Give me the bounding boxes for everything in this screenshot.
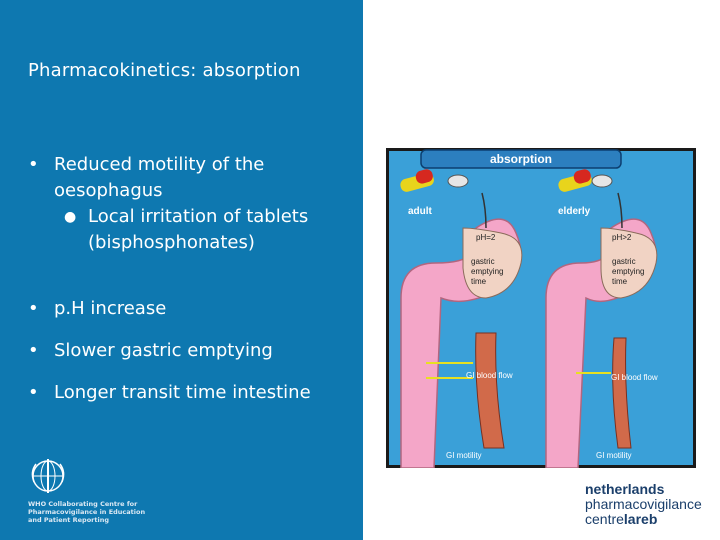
bullet-text: Longer transit time intestine	[54, 382, 311, 403]
bullet-text: Slower gastric emptying	[54, 340, 273, 361]
bullet-item	[28, 296, 358, 322]
lareb-line3-part2: lareb	[623, 511, 658, 527]
tablet-icon	[592, 175, 612, 187]
elderly-motility-label: GI motility	[596, 451, 632, 460]
sub-bullet-dot: ●	[64, 209, 77, 225]
bullet-list	[28, 152, 358, 406]
who-caption-line: WHO Collaborating Centre for	[28, 500, 138, 508]
bullet-item	[28, 338, 358, 364]
slide-title: Pharmacokinetics: absorption	[28, 60, 301, 81]
time-label: time	[612, 277, 628, 286]
tablet-icon	[448, 175, 468, 187]
bullet-dot: •	[28, 382, 39, 403]
who-caption	[28, 500, 145, 524]
bullet-text: p.H increase	[54, 298, 167, 319]
lareb-line3	[585, 512, 702, 527]
gastric-label: gastric	[612, 257, 636, 266]
emptying-label: emptying	[612, 267, 645, 276]
adult-blood-flow-label: GI blood flow	[466, 371, 513, 380]
elderly-ph-label: pH>2	[612, 233, 632, 242]
absorption-diagram	[386, 148, 696, 468]
sub-bullet-text: Local irritation of tablets (bisphosphonates)	[88, 206, 309, 253]
gastric-label: gastric	[471, 257, 495, 266]
who-caption-line: Pharmacovigilance in Education	[28, 508, 146, 516]
lareb-line2: pharmacovigilance	[585, 496, 702, 512]
adult-motility-label: GI motility	[446, 451, 482, 460]
who-caption-line: and Patient Reporting	[28, 516, 109, 524]
lareb-line3-part1: centre	[585, 511, 624, 527]
who-emblem-icon	[28, 456, 68, 496]
lareb-line1: netherlands	[585, 481, 665, 497]
elderly-blood-flow-label: GI blood flow	[611, 373, 658, 382]
bullet-item	[28, 380, 358, 406]
bullet-dot: •	[28, 154, 39, 175]
bullet-dot: •	[28, 298, 39, 319]
adult-ph-label: pH=2	[476, 233, 496, 242]
bullet-dot: •	[28, 340, 39, 361]
emptying-label: emptying	[471, 267, 504, 276]
sub-bullet-item	[28, 204, 358, 256]
adult-label: adult	[408, 206, 432, 217]
header-label: absorption	[490, 152, 552, 166]
time-label: time	[471, 277, 487, 286]
elderly-label: elderly	[558, 206, 591, 217]
lareb-logo	[585, 482, 702, 527]
bullet-text: Reduced motility of the oesophagus	[54, 154, 265, 201]
bullet-item	[28, 152, 358, 204]
